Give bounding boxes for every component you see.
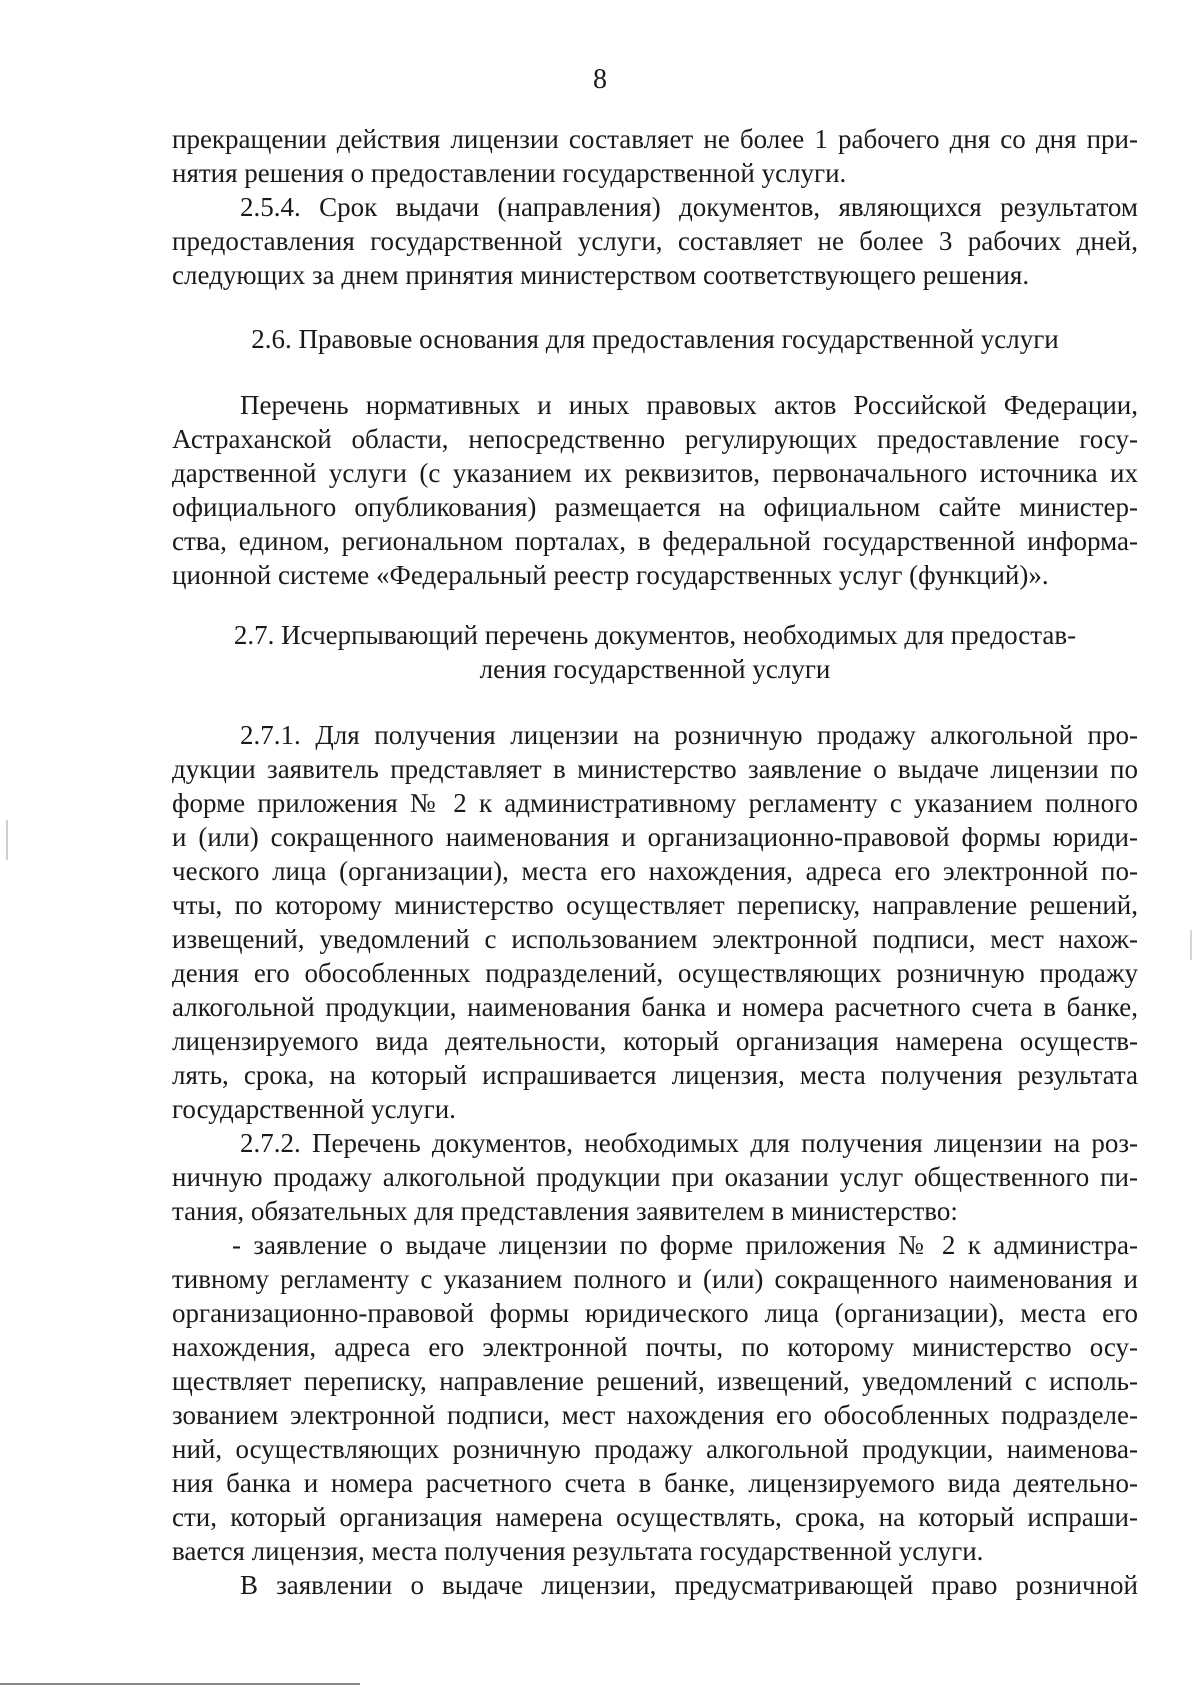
- text-line: ществляет переписку, направление решений, извещений, уведомлений с исполь-: [172, 1366, 1138, 1396]
- text-line: дения его обособленных подразделений, осуществляющих розничную продажу: [172, 958, 1138, 988]
- text-line: дукции заявитель представляет в министерство заявление о выдаче лицензии по: [172, 754, 1138, 784]
- scan-margin-mark-right: [1190, 930, 1192, 960]
- text-line: В заявлении о выдаче лицензии, предусматривающей право розничной: [240, 1570, 1138, 1600]
- text-line: тания, обязательных для представления заявителем в министерство:: [172, 1196, 958, 1226]
- text-line: извещений, уведомлений с использованием электронной подписи, мест нахож-: [172, 924, 1138, 954]
- text-line: сти, который организация намерена осуществлять, срока, на который испраши-: [172, 1502, 1138, 1532]
- text-line: и (или) сокращенного наименования и организационно-правовой формы юриди-: [172, 822, 1138, 852]
- text-line: государственной услуги.: [172, 1094, 456, 1124]
- text-line: ничную продажу алкогольной продукции при оказании услуг общественного пи-: [172, 1162, 1138, 1192]
- text-line: алкогольной продукции, наименования банка и номера расчетного счета в банке,: [172, 992, 1138, 1022]
- text-line: вается лицензия, места получения результата государственной услуги.: [172, 1536, 984, 1566]
- text-line: Астраханской области, непосредственно регулирующих предоставление госу-: [172, 424, 1138, 454]
- section-heading: 2.7. Исчерпывающий перечень документов, необходимых для предостав-: [233, 620, 1077, 650]
- text-line: тивному регламенту с указанием полного и (или) сокращенного наименования и: [172, 1264, 1138, 1294]
- text-line: 2.7.2. Перечень документов, необходимых для получения лицензии на роз-: [240, 1128, 1138, 1158]
- text-line: нахождения, адреса его электронной почты, по которому министерство осу-: [172, 1332, 1138, 1362]
- text-line: организационно-правовой формы юридического лица (организации), места его: [172, 1298, 1138, 1328]
- page-number: 8: [593, 64, 607, 95]
- scan-bottom-edge: [0, 1683, 360, 1685]
- text-line: нятия решения о предоставлении государственной услуги.: [172, 158, 847, 188]
- text-line: дарственной услуги (с указанием их реквизитов, первоначального источника их: [172, 458, 1138, 488]
- text-line: ционной системе «Федеральный реестр государственных услуг (функций)».: [172, 560, 1049, 590]
- text-line: 2.7.1. Для получения лицензии на розничную продажу алкогольной про-: [240, 720, 1138, 750]
- text-line: лять, срока, на который испрашивается лицензия, места получения результата: [172, 1060, 1138, 1090]
- scan-margin-mark: [6, 820, 8, 860]
- text-line: ства, едином, региональном порталах, в федеральной государственной информа-: [172, 526, 1138, 556]
- text-line: ний, осуществляющих розничную продажу алкогольной продукции, наименова-: [172, 1434, 1138, 1464]
- text-line: официального опубликования) размещается на официальном сайте министер-: [172, 492, 1138, 522]
- text-line: прекращении действия лицензии составляет не более 1 рабочего дня со дня при-: [172, 124, 1138, 154]
- text-line: ческого лица (организации), места его нахождения, адреса его электронной по-: [172, 856, 1138, 886]
- section-heading: ления государственной услуги: [479, 654, 831, 684]
- text-line: предоставления государственной услуги, составляет не более 3 рабочих дней,: [172, 226, 1138, 256]
- text-line: зованием электронной подписи, мест нахождения его обособленных подразделе-: [172, 1400, 1138, 1430]
- text-line: ния банка и номера расчетного счета в банке, лицензируемого вида деятельно-: [172, 1468, 1138, 1498]
- section-heading: 2.6. Правовые основания для предоставления государственной услуги: [251, 324, 1059, 354]
- text-line: Перечень нормативных и иных правовых актов Российской Федерации,: [240, 390, 1138, 420]
- text-line: - заявление о выдаче лицензии по форме приложения № 2 к администра-: [232, 1230, 1138, 1260]
- text-line: лицензируемого вида деятельности, который организация намерена осуществ-: [172, 1026, 1138, 1056]
- text-line: следующих за днем принятия министерством соответствующего решения.: [172, 260, 1030, 290]
- text-line: чты, по которому министерство осуществляет переписку, направление решений,: [172, 890, 1138, 920]
- text-line: 2.5.4. Срок выдачи (направления) документов, являющихся результатом: [240, 192, 1138, 222]
- text-line: форме приложения № 2 к административному регламенту с указанием полного: [172, 788, 1138, 818]
